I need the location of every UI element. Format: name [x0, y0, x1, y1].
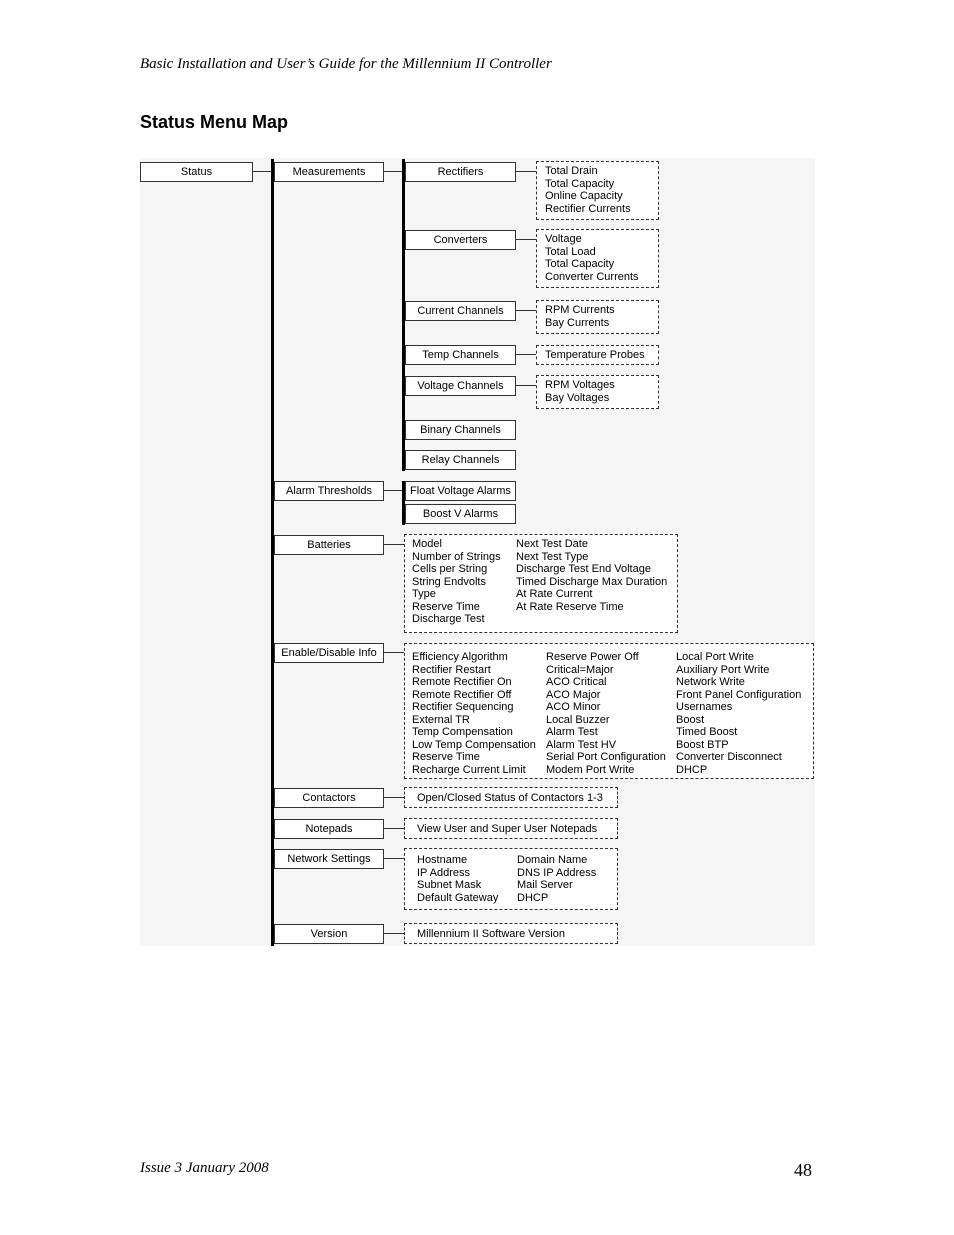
footer-issue-date: Issue 3 January 2008: [140, 1160, 269, 1176]
detail-item: Boost: [676, 713, 705, 726]
connector: [516, 385, 536, 386]
detail-item: Number of Strings: [412, 550, 501, 563]
detail-item: Default Gateway: [417, 891, 499, 904]
detail-item: Recharge Current Limit: [412, 763, 526, 776]
menu-box-current-channels: Current Channels: [405, 301, 516, 321]
detail-item: Rectifier Currents: [545, 202, 631, 215]
detail-item: External TR: [412, 713, 470, 726]
connector: [384, 797, 404, 798]
connector: [384, 652, 404, 653]
detail-item: IP Address: [417, 866, 470, 879]
menu-box-network-settings: Network Settings: [274, 849, 384, 869]
detail-item: Online Capacity: [545, 190, 623, 202]
detail-item: Rectifier Sequencing: [412, 701, 514, 713]
menu-box-notepads: Notepads: [274, 819, 384, 839]
detail-item: Timed Discharge Max Duration: [516, 575, 668, 588]
detail-item: Discharge Test End Voltage: [516, 563, 651, 575]
detail-item: Front Panel Configuration: [676, 688, 802, 701]
detail-item: Model: [412, 538, 442, 550]
connector: [384, 933, 404, 934]
menu-box-voltage-channels: Voltage Channels: [405, 376, 516, 396]
detail-item: Bay Currents: [545, 316, 610, 329]
menu-box-enable-disable-info: Enable/Disable Info: [274, 643, 384, 663]
connector: [516, 310, 536, 311]
detail-item: Cells per String: [412, 563, 488, 575]
detail-item: Mail Server: [517, 879, 573, 891]
detail-item: Voltage: [545, 233, 582, 245]
detail-item: Local Buzzer: [546, 713, 610, 726]
detail-item: View User and Super User Notepads: [417, 823, 598, 835]
menu-box-relay-channels: Relay Channels: [405, 450, 516, 470]
detail-item: Temperature Probes: [545, 349, 645, 361]
connector: [516, 354, 536, 355]
detail-item: Auxiliary Port Write: [676, 663, 770, 676]
connector: [384, 171, 404, 172]
detail-item: Bay Voltages: [545, 391, 610, 404]
connector: [384, 828, 404, 829]
detail-item: Next Test Date: [516, 538, 588, 550]
detail-item: DHCP: [517, 891, 549, 904]
detail-item: String Endvolts: [412, 575, 486, 588]
menu-box-batteries: Batteries: [274, 535, 384, 555]
connector: [516, 171, 536, 172]
detail-item: Millennium II Software Version: [417, 928, 565, 940]
detail-item: Alarm Test: [546, 726, 598, 738]
menu-box-float-voltage-alarms: Float Voltage Alarms: [405, 481, 516, 501]
detail-box-notepads: [404, 818, 618, 839]
detail-box-version: [404, 923, 618, 944]
running-header: Basic Installation and User’s Guide for the Millennium II Controller: [140, 56, 552, 72]
detail-item: Discharge Test: [412, 613, 485, 625]
page-number: 48: [794, 1160, 812, 1180]
detail-box-network-settings: [404, 848, 618, 910]
detail-item: Converter Disconnect: [676, 751, 782, 763]
detail-item: Reserve Time: [412, 751, 480, 763]
menu-box-contactors: Contactors: [274, 788, 384, 808]
detail-item: Low Temp Compensation: [412, 738, 536, 751]
detail-item: Critical=Major: [546, 663, 614, 676]
detail-item: Remote Rectifier Off: [412, 688, 512, 701]
detail-item: Next Test Type: [516, 550, 589, 563]
detail-item: Total Drain: [545, 165, 598, 177]
detail-item: Total Load: [545, 245, 596, 258]
detail-item: Subnet Mask: [417, 879, 482, 891]
connector: [384, 544, 404, 545]
menu-box-rectifiers: Rectifiers: [405, 162, 516, 182]
detail-item: Reserve Power Off: [546, 651, 639, 663]
detail-item: Total Capacity: [545, 258, 615, 270]
detail-item: Modem Port Write: [546, 763, 635, 776]
detail-item: Network Write: [676, 676, 745, 688]
detail-item: Timed Boost: [676, 726, 738, 738]
detail-box-temp-channels: [536, 345, 659, 365]
detail-box-contactors: [404, 787, 618, 808]
connector: [384, 490, 404, 491]
menu-box-binary-channels: Binary Channels: [405, 420, 516, 440]
detail-item: ACO Minor: [546, 701, 601, 713]
detail-item: Remote Rectifier On: [412, 676, 512, 688]
detail-item: Temp Compensation: [412, 726, 513, 738]
detail-box-batteries: [404, 534, 678, 633]
menu-box-version: Version: [274, 924, 384, 944]
detail-item: ACO Critical: [546, 676, 607, 688]
detail-item: Local Port Write: [676, 651, 755, 663]
page-title: Status Menu Map: [140, 112, 289, 132]
detail-box-voltage-channels: [536, 375, 659, 409]
detail-item: Total Capacity: [545, 177, 615, 190]
detail-item: Rectifier Restart: [412, 663, 491, 676]
detail-box-converters: [536, 229, 659, 288]
detail-box-rectifiers: [536, 161, 659, 220]
detail-item: At Rate Reserve Time: [516, 600, 624, 613]
detail-item: Type: [412, 588, 436, 600]
detail-box-enable-disable-info: [404, 643, 814, 779]
detail-item: Serial Port Configuration: [546, 751, 666, 763]
menu-box-status: Status: [140, 162, 253, 182]
detail-item: RPM Voltages: [545, 379, 615, 391]
menu-box-converters: Converters: [405, 230, 516, 250]
detail-item: ACO Major: [546, 688, 601, 701]
detail-item: Domain Name: [517, 854, 588, 866]
detail-item: Boost BTP: [676, 738, 729, 751]
detail-box-current-channels: [536, 300, 659, 334]
menu-box-temp-channels: Temp Channels: [405, 345, 516, 365]
detail-item: DHCP: [676, 763, 708, 776]
detail-item: Reserve Time: [412, 600, 480, 613]
connector: [384, 858, 404, 859]
menu-box-alarm-thresholds: Alarm Thresholds: [274, 481, 384, 501]
connector: [253, 171, 272, 172]
detail-item: Usernames: [676, 701, 733, 713]
connector: [516, 239, 536, 240]
detail-item: Converter Currents: [545, 270, 639, 283]
menu-box-measurements: Measurements: [274, 162, 384, 182]
detail-item: Efficiency Algorithm: [412, 651, 508, 663]
detail-item: Alarm Test HV: [546, 738, 617, 751]
detail-item: RPM Currents: [545, 304, 615, 316]
detail-item: Open/Closed Status of Contactors 1-3: [417, 792, 603, 804]
detail-item: At Rate Current: [516, 588, 593, 600]
menu-box-boost-v-alarms: Boost V Alarms: [405, 504, 516, 524]
detail-item: Hostname: [417, 854, 468, 866]
detail-item: DNS IP Address: [517, 866, 597, 879]
